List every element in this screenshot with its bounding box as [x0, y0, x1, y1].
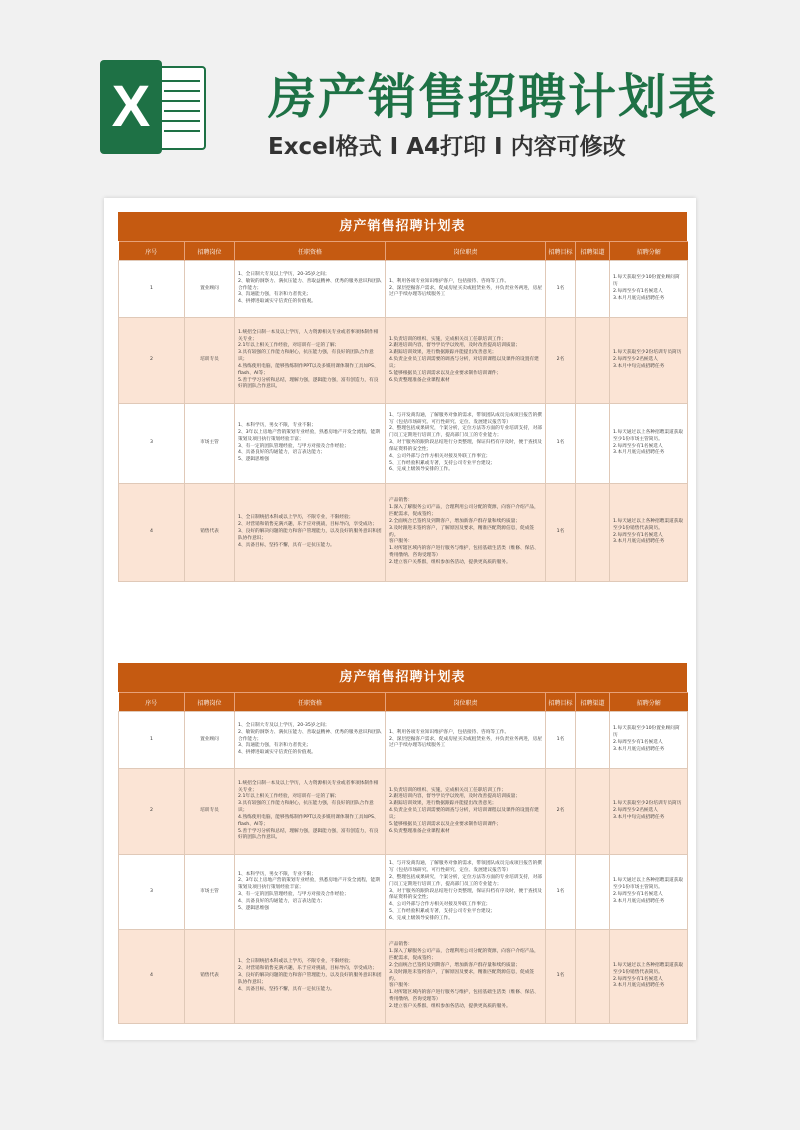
table-header-row [119, 242, 688, 261]
cell-target: 1名 [546, 484, 576, 582]
cell-target: 1名 [546, 712, 576, 769]
table-header-row [119, 693, 688, 712]
cell-duties: 产品销售： 1.深入了解服务公司产品，合理利用公司分配的资源，向客户介绍产品，匹配需求，促成签约； 2.全面统合已签约及到期客户，增加新客户群存量和续约质量； 3.及时跟进未签约客户，了解原因及要求，精准匹配资源信息，促成签约。 客户服务： 1.对所辖区域内的客户进行服务与维护，包括基础生活类（维修、保洁、费用缴纳、咨询受理等） 2.建立客户关系群，组织参加各活动，提供更高质的服务。 [386, 930, 546, 1024]
sheet-title: 房产销售招聘计划表 [118, 663, 687, 692]
cell-breakdown: 1.每天获取至少10份置业顾问简历 2.每周至少有1名候选人 3.本月月底完成招聘任务 [610, 712, 688, 769]
cell-qualification: 1、本科学历，男女不限，专业不限； 2、3年以上房地产营销策划专业经验，熟悉房地产开发全流程，能期策划及项目执行策划经验丰富； 3、有一定的团队管理经验，与甲方对接及合作经验； 4、具备良好的沟通能力，语言表达能力； 5、逻辑思维强 [235, 404, 386, 484]
table-row [119, 712, 688, 769]
cell-position: 置业顾问 [185, 261, 235, 318]
col-header-position: 招聘岗位 [185, 693, 235, 712]
cell-position: 市场主管 [185, 855, 235, 930]
recruitment-table [118, 241, 688, 582]
cell-no: 2 [119, 318, 185, 404]
col-header-channel: 招聘渠道 [576, 693, 610, 712]
cell-channel [576, 484, 610, 582]
cell-no: 4 [119, 930, 185, 1024]
cell-channel [576, 930, 610, 1024]
cell-qualification: 1.统招全日制一本及以上学历，人力资源相关专业或者事项体制作相关专业； 2.1年以上相关工作经验，对培训有一定的了解； 3.具有较强的工作能力和耐心，抗压能力强，有良好的团队合作意识； 4.熟练使用电脑，能够熟练制作PPT以及多媒用课体制作工具如PS、flash、AI等； 5.善于学习分析和总结，理解力强，逻辑能力强，富有创造力，有良好的团队合作意识。 [235, 769, 386, 855]
cell-target: 1名 [546, 930, 576, 1024]
cell-no: 2 [119, 769, 185, 855]
cell-qualification: 1、本科学历，男女不限，专业不限； 2、3年以上房地产营销策划专业经验，熟悉房地产开发全流程，能期策划及项目执行策划经验丰富； 3、有一定的团队管理经验，与甲方对接及合作经验； 4、具备良好的沟通能力，语言表达能力； 5、逻辑思维强 [235, 855, 386, 930]
cell-no: 1 [119, 712, 185, 769]
cell-position: 销售代表 [185, 484, 235, 582]
col-header-breakdown: 招聘分解 [610, 693, 688, 712]
col-header-breakdown: 招聘分解 [610, 242, 688, 261]
cell-breakdown: 1.每天通过以上各种招聘渠道获取至少1份销售代表简历。 2.每周至少有1名候选人 3.本月月底完成招聘任务 [610, 484, 688, 582]
table-row [119, 484, 688, 582]
cell-target: 2名 [546, 318, 576, 404]
table-row [119, 855, 688, 930]
table-row [119, 930, 688, 1024]
cell-qualification: 1、全日制统招本科或以上学历，不限专业，不限经验； 2、对营销和销售充满兴趣，乐于应对挑战，目标导向，享受成功； 3、良好的解决问题的能力和客户管理能力，以及良好的服务意识和团队协作意识； 4、具备目标，坚持不懈，具有一定抗压能力。 [235, 930, 386, 1024]
cell-breakdown: 1.每天获取至少2份培训专员简历 2.每周至少2名候选人 3.本月中旬完成招聘任务 [610, 318, 688, 404]
cell-no: 4 [119, 484, 185, 582]
col-header-duties: 岗位职责 [386, 693, 546, 712]
cell-duties: 1、与开发商沟通，了解服务对象的需求，带领团队成员完成项目报告的撰写（包括市场研究、可行性研究、定位、发展建议报告等） 2、整理包括成果研究，个案分析，定位方法等方面的专业培训支持，对部门员工定期进行培训工作，提高部门员工的专业能力； 3、对于服务的跟阶段总结进行分类整理，保证归档有序及时，便于查找及保证资料的安全性； 4、公司外部与合作方相关对接及外联工作事宜； 5、工作经验积累或专著，支持公司专业平台建设； 6、完成上级领导安排的工作。 [386, 855, 546, 930]
page-subtitle: Excel格式 I A4打印 I 内容可修改 [268, 134, 626, 160]
cell-target: 1名 [546, 261, 576, 318]
table-row [119, 261, 688, 318]
cell-target: 1名 [546, 404, 576, 484]
col-header-channel: 招聘渠道 [576, 242, 610, 261]
col-header-position: 招聘岗位 [185, 242, 235, 261]
cell-no: 3 [119, 855, 185, 930]
col-header-target: 招聘目标 [546, 693, 576, 712]
spreadsheet-table-1 [118, 212, 687, 582]
cell-target: 2名 [546, 769, 576, 855]
cell-position: 置业顾问 [185, 712, 235, 769]
spreadsheet-table-2 [118, 663, 687, 1024]
cell-position: 培训专员 [185, 318, 235, 404]
cell-position: 销售代表 [185, 930, 235, 1024]
header-banner [0, 0, 800, 200]
sheet-title: 房产销售招聘计划表 [118, 212, 687, 241]
cell-channel [576, 712, 610, 769]
table-row [119, 769, 688, 855]
recruitment-table [118, 692, 688, 1024]
cell-target: 1名 [546, 855, 576, 930]
cell-channel [576, 261, 610, 318]
cell-channel [576, 855, 610, 930]
cell-no: 3 [119, 404, 185, 484]
excel-logo-letter: X [100, 60, 162, 154]
table-row [119, 318, 688, 404]
cell-qualification: 1、全日制大专及以上学历，20-35岁之间； 2、敏锐的洞察力、满抗压能力、善取益精神、优秀的服务意识和团队合作能力； 3、沟通能力强，有亲和力者优先； 4、拼搏进取诚实守信责任的价值观。 [235, 712, 386, 769]
cell-qualification: 1、全日制统招本科或以上学历，不限专业，不限经验； 2、对营销和销售充满兴趣，乐于应对挑战，目标导向，享受成功； 3、良好的解决问题的能力和客户管理能力，以及良好的服务意识和团队协作意识； 4、具备目标，坚持不懈，具有一定抗压能力。 [235, 484, 386, 582]
col-header-qualification: 任职资格 [235, 693, 386, 712]
col-header-no: 序号 [119, 242, 185, 261]
cell-channel [576, 404, 610, 484]
cell-duties: 1、利用各项专业知识维护客户，包括接待、咨询等工作。 2、深层挖掘客户需求，促成房屋买卖或租赁业务，并负责业务两进，房屋过户手续办理等后续服务工 [386, 712, 546, 769]
cell-duties: 1.负责培训的组织、实施，完成相关员工任职培训工作； 2.跟进培训内容，督导学员学以致用，及时改善提高培训质量； 3.跟踪培训效果，进行数据跟踪并能提出改善意见； 4.负责企业员工培训需要的调查与分析，对培训课程以及课件的设置有建议； 5.能够根据员工培训需求以及企业要求制作培训课件； 6.负责整理准备企业课程素材 [386, 318, 546, 404]
table-row [119, 404, 688, 484]
cell-duties: 1.负责培训的组织、实施，完成相关员工任职培训工作； 2.跟进培训内容，督导学员学以致用，及时改善提高培训质量； 3.跟踪培训效果，进行数据跟踪并能提出改善意见； 4.负责企业员工培训需要的调查与分析，对培训课程以及课件的设置有建议； 5.能够根据员工培训需求以及企业要求制作培训课件； 6.负责整理准备企业课程素材 [386, 769, 546, 855]
cell-duties: 产品销售： 1.深入了解服务公司产品，合理利用公司分配的资源，向客户介绍产品，匹配需求，促成签约； 2.全面统合已签约及到期客户，增加新客户群存量和续约质量； 3.及时跟进未签约客户，了解原因及要求，精准匹配资源信息，促成签约。 客户服务： 1.对所辖区域内的客户进行服务与维护，包括基础生活类（维修、保洁、费用缴纳、咨询受理等） 2.建立客户关系群，组织参加各活动，提供更高质的服务。 [386, 484, 546, 582]
cell-position: 市场主管 [185, 404, 235, 484]
cell-breakdown: 1.每天通过以上各种招聘渠道获取至少1份市场主管简历。 2.每周至少有1名候选人 3.本月月底完成招聘任务 [610, 404, 688, 484]
cell-qualification: 1、全日制大专及以上学历，20-35岁之间； 2、敏锐的洞察力、满抗压能力、善取益精神、优秀的服务意识和团队合作能力； 3、沟通能力强，有亲和力者优先； 4、拼搏进取诚实守信责任的价值观。 [235, 261, 386, 318]
cell-duties: 1、与开发商沟通，了解服务对象的需求，带领团队成员完成项目报告的撰写（包括市场研究、可行性研究、定位、发展建议报告等） 2、整理包括成果研究，个案分析，定位方法等方面的专业培训支持，对部门员工定期进行培训工作，提高部门员工的专业能力； 3、对于服务的跟阶段总结进行分类整理，保证归档有序及时，便于查找及保证资料的安全性； 4、公司外部与合作方相关对接及外联工作事宜； 5、工作经验积累或专著，支持公司专业平台建设； 6、完成上级领导安排的工作。 [386, 404, 546, 484]
col-header-target: 招聘目标 [546, 242, 576, 261]
cell-breakdown: 1.每天获取至少10份置业顾问简历 2.每周至少有1名候选人 3.本月月底完成招聘任务 [610, 261, 688, 318]
cell-channel [576, 318, 610, 404]
excel-icon [100, 60, 208, 154]
col-header-no: 序号 [119, 693, 185, 712]
cell-no: 1 [119, 261, 185, 318]
cell-breakdown: 1.每天通过以上各种招聘渠道获取至少1份市场主管简历。 2.每周至少有1名候选人 3.本月月底完成招聘任务 [610, 855, 688, 930]
cell-breakdown: 1.每天获取至少2份培训专员简历 2.每周至少2名候选人 3.本月中旬完成招聘任务 [610, 769, 688, 855]
page-title: 房产销售招聘计划表 [268, 69, 719, 125]
cell-breakdown: 1.每天通过以上各种招聘渠道获取至少1份销售代表简历。 2.每周至少有1名候选人 3.本月月底完成招聘任务 [610, 930, 688, 1024]
cell-channel [576, 769, 610, 855]
cell-duties: 1、利用各项专业知识维护客户，包括接待、咨询等工作。 2、深层挖掘客户需求，促成房屋买卖或租赁业务，并负责业务两进，房屋过户手续办理等后续服务工 [386, 261, 546, 318]
document-page [104, 198, 696, 1040]
col-header-qualification: 任职资格 [235, 242, 386, 261]
cell-position: 培训专员 [185, 769, 235, 855]
col-header-duties: 岗位职责 [386, 242, 546, 261]
cell-qualification: 1.统招全日制一本及以上学历，人力资源相关专业或者事项体制作相关专业； 2.1年以上相关工作经验，对培训有一定的了解； 3.具有较强的工作能力和耐心，抗压能力强，有良好的团队合作意识； 4.熟练使用电脑，能够熟练制作PPT以及多媒用课体制作工具如PS、flash、AI等； 5.善于学习分析和总结，理解力强，逻辑能力强，富有创造力，有良好的团队合作意识。 [235, 318, 386, 404]
